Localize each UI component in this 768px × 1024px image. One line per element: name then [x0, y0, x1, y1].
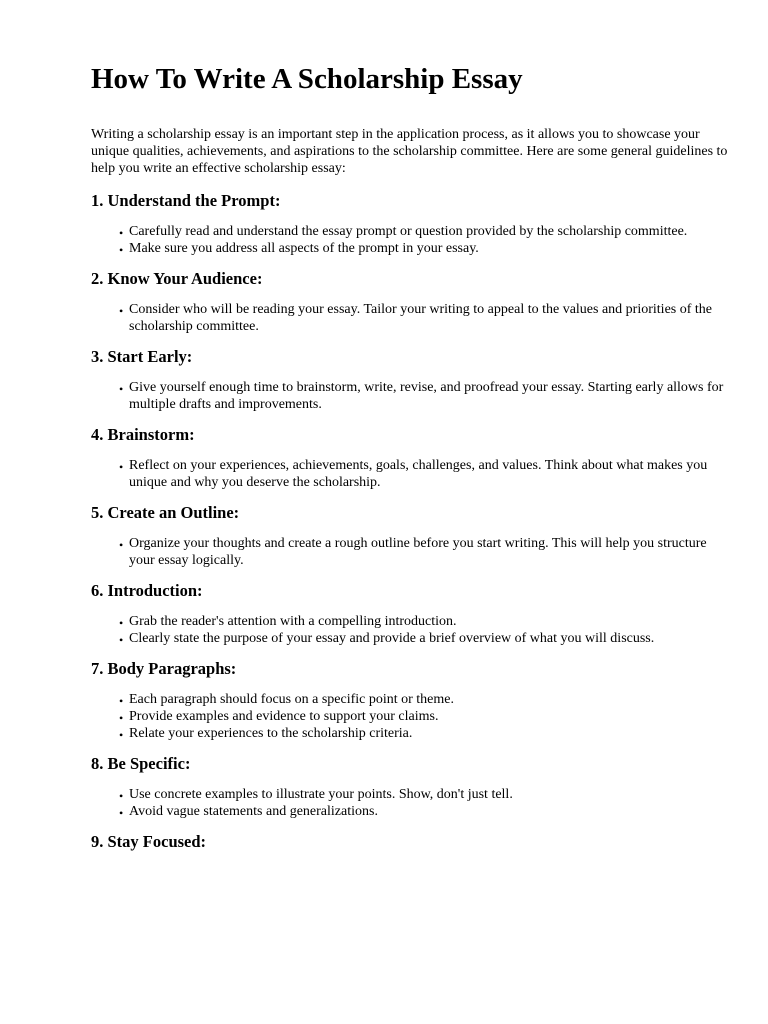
bullet-icon: •: [119, 694, 124, 708]
section-heading: 5. Create an Outline:: [91, 503, 240, 522]
section-start-early: [91, 347, 728, 413]
list-item-text: Relate your experiences to the scholarship criteria.: [129, 726, 413, 741]
bullet-icon: •: [119, 226, 124, 240]
list-item: [119, 240, 729, 257]
bullet-icon: •: [119, 304, 124, 318]
section-brainstorm: [91, 425, 728, 491]
bullet-list: [91, 379, 729, 413]
list-item: [119, 691, 729, 708]
list-item-text: Avoid vague statements and generalizations.: [129, 804, 378, 819]
list-item-text: Carefully read and understand the essay prompt or question provided by the scholarship committee.: [129, 224, 688, 239]
bullet-icon: •: [119, 789, 124, 803]
list-item-text: Clearly state the purpose of your essay and provide a brief overview of what you will discuss.: [129, 631, 655, 646]
list-item-text: Reflect on your experiences, achievements, goals, challenges, and values. Think about what makes you unique and why you deserve the scholarship.: [129, 458, 708, 490]
page-title: How To Write A Scholarship Essay: [91, 63, 523, 95]
list-item-text: Make sure you address all aspects of the prompt in your essay.: [129, 241, 479, 256]
list-item-text: Use concrete examples to illustrate your points. Show, don't just tell.: [129, 787, 513, 802]
section-heading: 2. Know Your Audience:: [91, 269, 263, 288]
bullet-icon: •: [119, 382, 124, 396]
section-create-outline: [91, 503, 728, 569]
list-item-text: Each paragraph should focus on a specific point or theme.: [129, 692, 455, 707]
section-introduction: [91, 581, 728, 647]
section-heading: 7. Body Paragraphs:: [91, 659, 237, 678]
section-know-audience: [91, 269, 728, 335]
list-item: [119, 535, 729, 569]
bullet-list: [91, 457, 729, 491]
list-item-text: Give yourself enough time to brainstorm, write, revise, and proofread your essay. Starting early allows for multiple drafts and improvements.: [129, 380, 724, 412]
list-item: [119, 786, 729, 803]
bullet-list: [91, 535, 729, 569]
list-item-text: Grab the reader's attention with a compelling introduction.: [129, 614, 457, 629]
list-item: [119, 613, 729, 630]
section-heading: 3. Start Early:: [91, 347, 193, 366]
list-item: [119, 457, 729, 491]
list-item: [119, 803, 729, 820]
list-item: [119, 725, 729, 742]
section-be-specific: [91, 754, 728, 820]
section-heading: 1. Understand the Prompt:: [91, 191, 281, 210]
bullet-list: [91, 301, 729, 335]
bullet-list: [91, 691, 729, 742]
list-item: [119, 223, 729, 240]
list-item: [119, 630, 729, 647]
section-stay-focused: [91, 832, 728, 852]
bullet-icon: •: [119, 616, 124, 630]
section-heading: 6. Introduction:: [91, 581, 203, 600]
bullet-list: [91, 786, 729, 820]
intro-paragraph: Writing a scholarship essay is an important step in the application process, as it allows you to showcase your unique qualities, achievements, and aspirations to the scholarship committee. Here are some general guidelines to help you write an effective scholarship essay:: [91, 127, 728, 176]
bullet-icon: •: [119, 538, 124, 552]
section-body-paragraphs: [91, 659, 728, 742]
bullet-icon: •: [119, 806, 124, 820]
section-heading: 4. Brainstorm:: [91, 425, 195, 444]
bullet-icon: •: [119, 633, 124, 647]
list-item: [119, 708, 729, 725]
bullet-list: [91, 613, 729, 647]
bullet-list: [91, 223, 729, 257]
bullet-icon: •: [119, 243, 124, 257]
list-item-text: Organize your thoughts and create a rough outline before you start writing. This will help you structure your essay logically.: [129, 536, 707, 568]
bullet-icon: •: [119, 728, 124, 742]
bullet-icon: •: [119, 711, 124, 725]
list-item: [119, 301, 729, 335]
section-understand-prompt: [91, 191, 728, 257]
list-item-text: Consider who will be reading your essay. Tailor your writing to appeal to the values and priorities of the scholarship committee.: [129, 302, 712, 334]
bullet-icon: •: [119, 460, 124, 474]
section-heading: 9. Stay Focused:: [91, 832, 207, 851]
list-item: [119, 379, 729, 413]
list-item-text: Provide examples and evidence to support your claims.: [129, 709, 439, 724]
section-heading: 8. Be Specific:: [91, 754, 191, 773]
